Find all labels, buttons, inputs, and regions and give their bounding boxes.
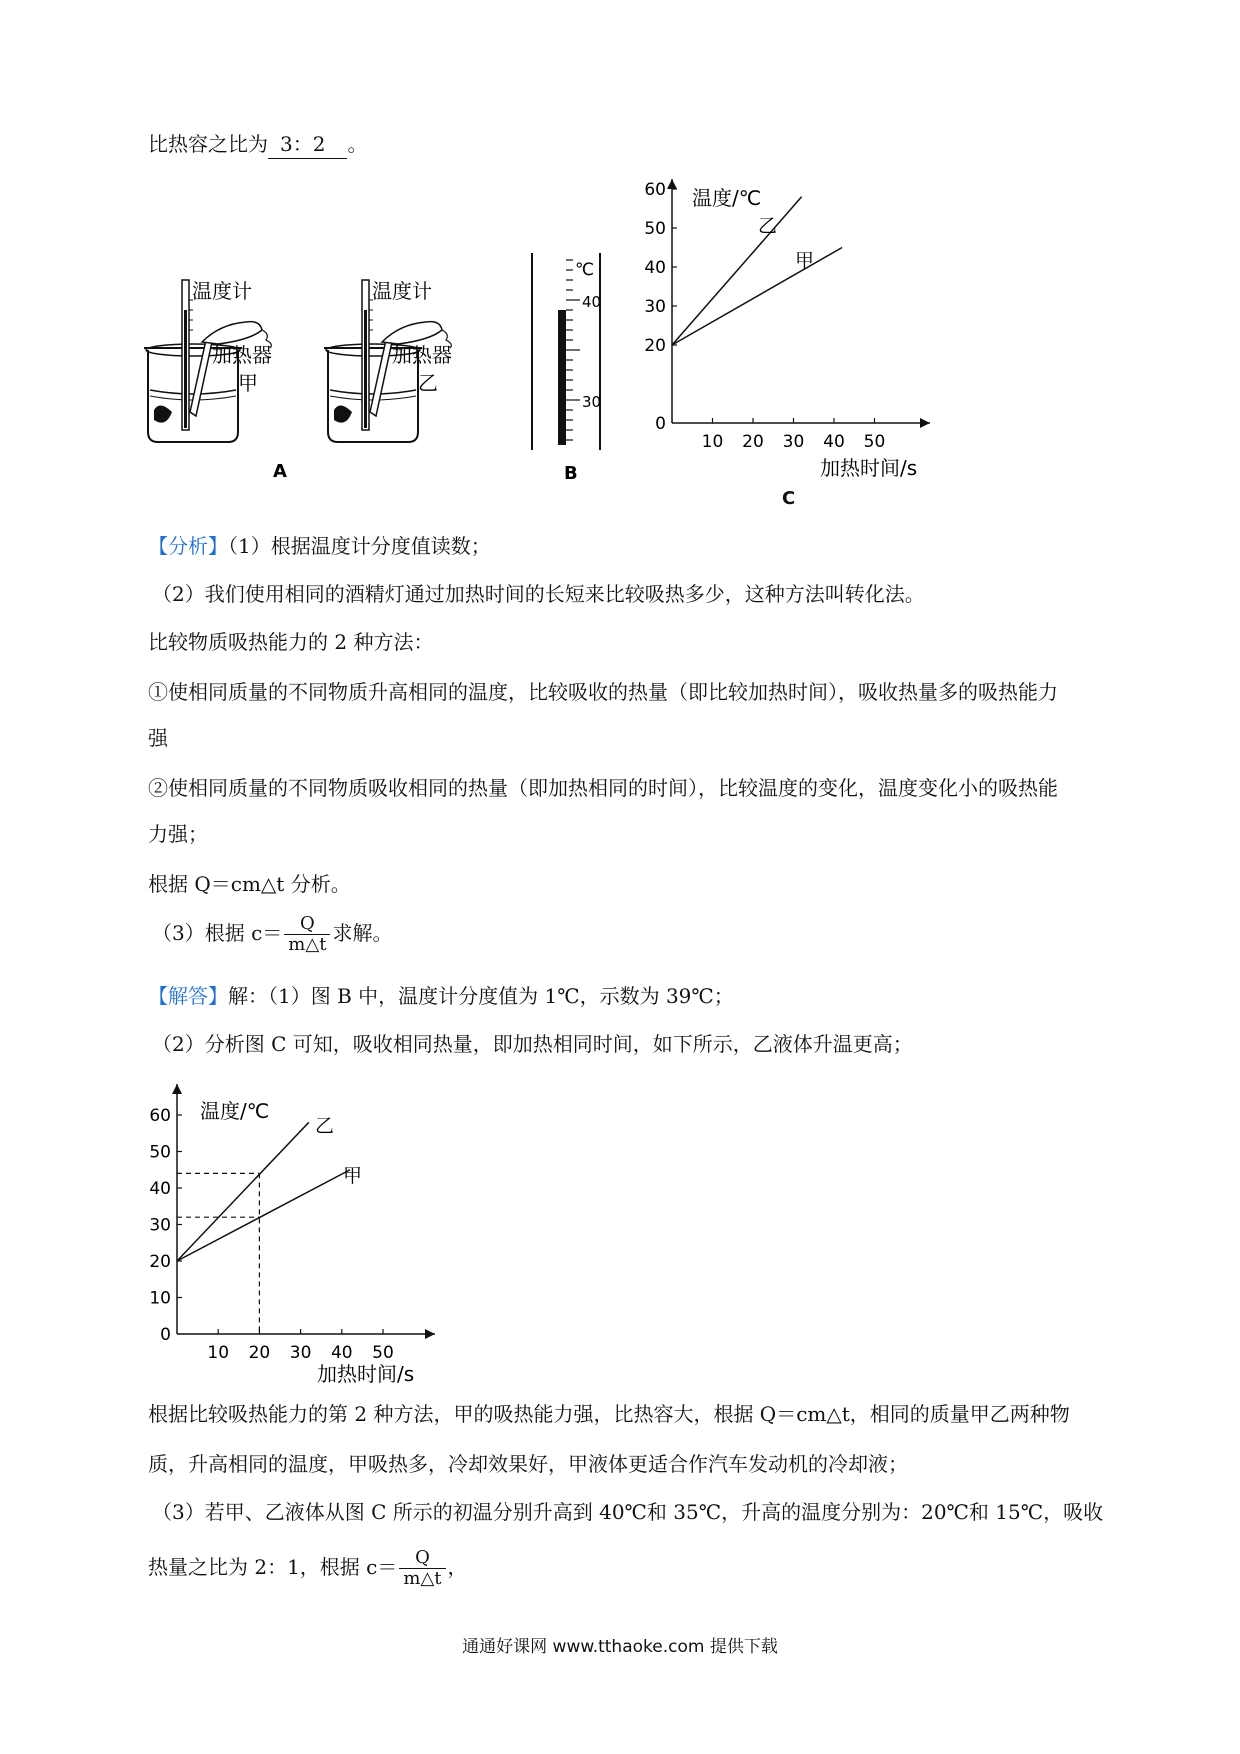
series-label: 乙 (315, 1115, 335, 1137)
intro-end: 。 (347, 132, 368, 156)
figure-b (520, 245, 620, 480)
analysis-line-4b: 强 (148, 726, 168, 750)
series-line (177, 1122, 309, 1261)
y-tick-label: 60 (644, 180, 666, 200)
y-axis-arrow (172, 1084, 182, 1094)
solution-line-3b: 质，升高相同的温度，甲吸热多，冷却效果好，甲液体更适合作汽车发动机的冷却液； (148, 1452, 908, 1476)
fraction-denominator: m△t (288, 934, 327, 955)
x-axis-label: 加热时间/s (317, 1362, 415, 1386)
analysis-tag: 【分析】 (148, 534, 228, 558)
x-tick-label: 50 (372, 1343, 394, 1363)
y-axis-label: 温度/℃ (692, 186, 762, 210)
series-line (177, 1170, 350, 1261)
fraction-q-over-mdt (284, 914, 330, 955)
x-tick-label: 10 (207, 1343, 230, 1363)
y-tick-label: 40 (644, 258, 666, 278)
y-tick-label: 50 (644, 219, 666, 239)
beaker-yi (324, 279, 452, 442)
y-axis-arrow (667, 179, 677, 189)
answer-blank: 3：2 (268, 130, 347, 159)
figure-b-label: B (564, 463, 578, 480)
y-tick-label: 40 (149, 1179, 171, 1199)
fraction-q-over-mdt-2 (399, 1548, 445, 1589)
solution-line-3a: 根据比较吸热能力的第 2 种方法，甲的吸热能力强，比热容大，根据 Q＝cm△t，相同的质量甲乙两种物 (148, 1402, 1070, 1426)
analysis-line-7 (152, 914, 392, 955)
heater-label-2: 加热器 (392, 343, 452, 367)
liquid-label-yi: 乙 (418, 371, 438, 395)
analysis-line-5b: 力强； (148, 822, 208, 846)
solution-formula-suffix: ， (447, 1555, 468, 1579)
y-tick-label: 30 (644, 297, 666, 317)
thermometer-tick-40: 40 (582, 293, 602, 311)
y-tick-label: 10 (149, 1288, 171, 1309)
intro-line (148, 130, 367, 159)
x-tick-label: 20 (742, 432, 764, 452)
x-tick-label: 10 (701, 432, 724, 452)
thermometer-label-1: 温度计 (192, 279, 252, 303)
formula-prefix: （3）根据 c＝ (152, 921, 283, 945)
liquid-label-jia: 甲 (238, 371, 258, 395)
x-tick-label: 40 (330, 1343, 353, 1363)
x-axis-label: 加热时间/s (820, 456, 918, 480)
x-axis-arrow (425, 1329, 435, 1339)
analysis-line-5a: ②使相同质量的不同物质吸收相同的热量（即加热相同的时间），比较温度的变化，温度变化小的吸热能 (148, 776, 1058, 800)
series-label: 甲 (795, 250, 815, 272)
figure-a (140, 270, 470, 480)
figure-d (145, 1080, 455, 1390)
solution-line-4b (148, 1548, 468, 1589)
analysis-line-4a: ①使相同质量的不同物质升高相同的温度，比较吸收的热量（即比较加热时间），吸收热量多的吸热能力 (148, 680, 1058, 704)
thermometer-label-2: 温度计 (372, 279, 432, 303)
figure-c (640, 175, 940, 480)
analysis-line-2: （2）我们使用相同的酒精灯通过加热时间的长短来比较吸热多少，这种方法叫转化法。 (152, 582, 925, 606)
x-tick-label: 50 (863, 432, 886, 452)
y-tick-label: 20 (149, 1252, 171, 1272)
x-tick-label: 40 (823, 432, 845, 452)
analysis-text-1: （1）根据温度计分度值读数； (228, 534, 491, 558)
footer: 通通好课网 www.tthaoke.com 提供下载 (462, 1637, 778, 1657)
x-tick-label: 30 (289, 1343, 312, 1363)
thermometer-tick-30: 30 (582, 393, 602, 411)
solution-tag: 【解答】 (148, 984, 228, 1008)
solution-line-1 (148, 982, 734, 1010)
intro-text: 比热容之比为 (148, 132, 268, 156)
x-axis-arrow (920, 418, 930, 428)
beaker-jia (144, 279, 272, 442)
x-tick-label: 20 (248, 1343, 271, 1363)
series-label: 乙 (758, 215, 778, 237)
mercury-column (558, 310, 566, 445)
fraction-numerator-2: Q (399, 1548, 445, 1569)
y-tick-label: 30 (149, 1215, 171, 1236)
formula-suffix: 求解。 (332, 921, 393, 945)
solution-text-1: 解：（1）图 B 中，温度计分度值为 1℃，示数为 39℃； (228, 984, 734, 1008)
series-line (672, 248, 842, 346)
y-tick-label: 50 (149, 1142, 171, 1163)
thermometer-ticks (566, 260, 580, 440)
x-tick-label: 30 (782, 432, 805, 452)
analysis-line-3: 比较物质吸热能力的 2 种方法： (148, 630, 434, 654)
analysis-line-1 (148, 532, 491, 560)
series-line (672, 197, 802, 345)
thermometer-unit: ℃ (575, 260, 595, 280)
origin-label: 0 (160, 1325, 171, 1345)
heater-label-1: 加热器 (212, 343, 272, 367)
origin-label: 0 (655, 414, 666, 434)
figure-c-label: C (782, 488, 796, 509)
solution-formula-prefix: 热量之比为 2：1，根据 c＝ (148, 1555, 398, 1579)
series-label: 甲 (343, 1165, 363, 1187)
solution-line-4a: （3）若甲、乙液体从图 C 所示的初温分别升高到 40℃和 35℃，升高的温度分别为：20℃和 15℃，吸收 (152, 1500, 1104, 1524)
y-axis-label: 温度/℃ (200, 1099, 270, 1123)
y-tick-label: 60 (149, 1106, 171, 1126)
fraction-denominator-2: m△t (403, 1568, 442, 1589)
analysis-line-6: 根据 Q＝cm△t 分析。 (148, 872, 351, 896)
figure-a-label: A (273, 461, 287, 480)
y-tick-label: 20 (644, 336, 666, 356)
solution-line-2: （2）分析图 C 可知，吸收相同热量，即加热相同时间，如下所示，乙液体升温更高； (152, 1032, 913, 1056)
fraction-numerator: Q (284, 914, 330, 935)
